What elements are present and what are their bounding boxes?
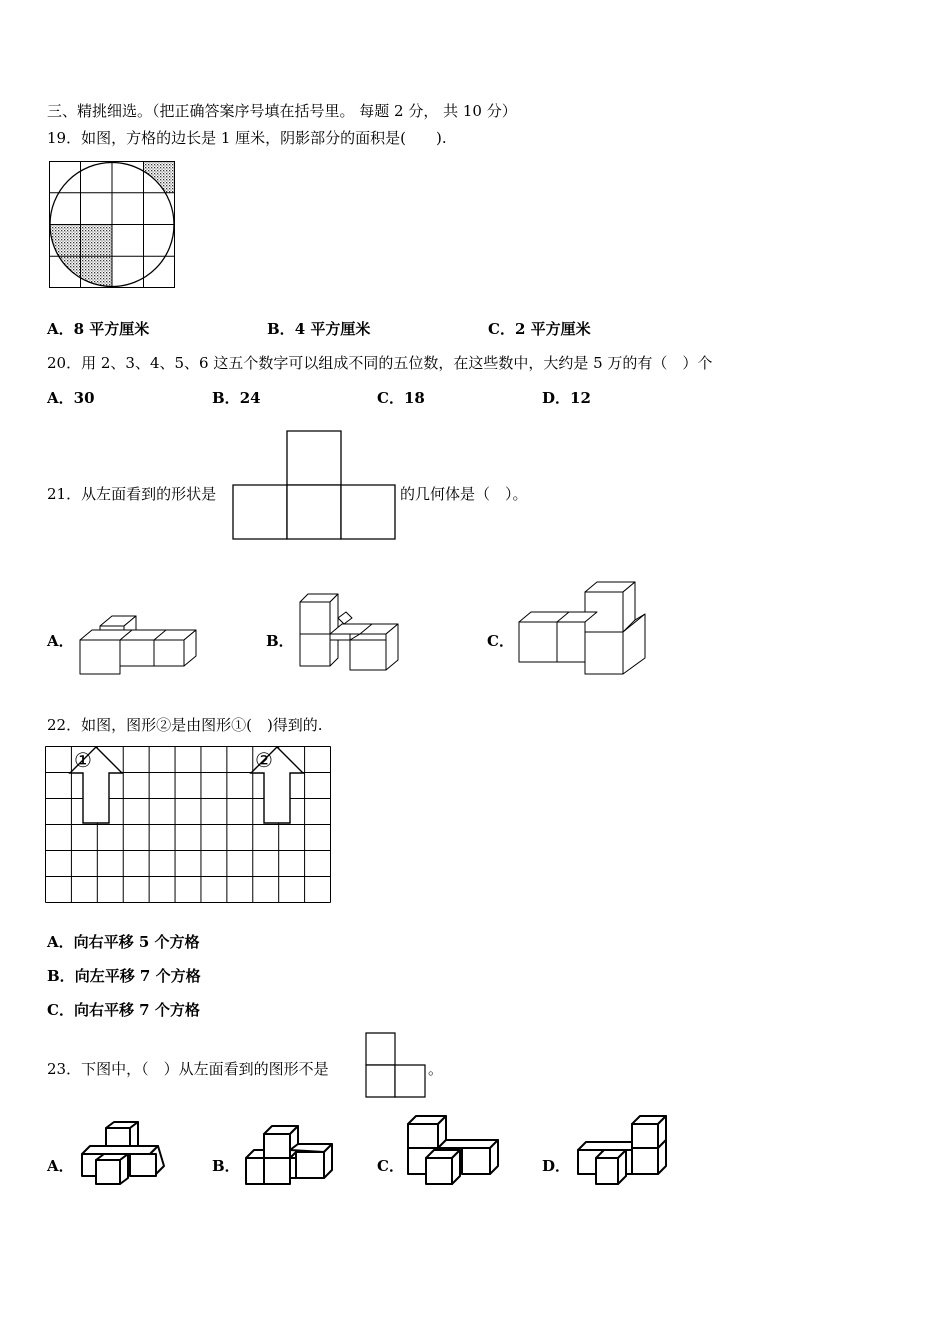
q23-option-d-figure[interactable] [576, 1114, 670, 1186]
q23-option-b-label[interactable]: B． [212, 1157, 240, 1175]
q21-option-c-label[interactable]: C． [487, 632, 514, 650]
q23-stem-after: 。 [428, 1060, 444, 1078]
q21-option-a-figure[interactable] [78, 612, 200, 676]
q19-stem: 19．如图，方格的边长是 1 厘米，阴影部分的面积是( ). [47, 129, 447, 147]
q21-option-b-figure[interactable] [298, 592, 404, 676]
q22-option-a[interactable]: A．向右平移 5 个方格 [47, 933, 200, 951]
q21-option-c-figure[interactable] [517, 580, 649, 676]
q21-stem-after: 的几何体是（ ）。 [400, 485, 528, 503]
q22-option-c[interactable]: C．向右平移 7 个方格 [47, 1001, 200, 1019]
q23-option-a-label[interactable]: A． [47, 1157, 74, 1175]
q23-option-c-label[interactable]: C． [377, 1157, 404, 1175]
q20-option-c[interactable]: C．18 [377, 389, 425, 407]
q20-stem: 20．用 2、3、4、5、6 这五个数字可以组成不同的五位数，在这些数中，大约是 5 万的有（ ）个 [47, 354, 713, 372]
q23-stem-before: 23．下图中，（ ）从左面看到的图形不是 [47, 1060, 329, 1078]
q23-left-view-figure [365, 1032, 427, 1098]
q22-grid-figure [45, 746, 331, 903]
q19-option-c[interactable]: C．2 平方厘米 [488, 320, 591, 338]
q23-option-a-figure[interactable] [80, 1118, 170, 1188]
q20-option-b[interactable]: B．24 [212, 389, 261, 407]
q23-option-b-figure[interactable] [244, 1124, 336, 1188]
q19-option-a[interactable]: A．8 平方厘米 [47, 320, 150, 338]
q19-option-b[interactable]: B．4 平方厘米 [267, 320, 371, 338]
q19-shade-top-right [144, 161, 176, 193]
q21-option-a-label[interactable]: A． [47, 632, 74, 650]
q22-label-2: ② [255, 748, 273, 772]
q20-option-d[interactable]: D．12 [542, 389, 591, 407]
q21-left-view-figure [232, 430, 398, 541]
q23-option-d-label[interactable]: D． [542, 1157, 571, 1175]
q20-option-a[interactable]: A．30 [47, 389, 95, 407]
q22-label-1: ① [74, 748, 92, 772]
q19-grid-circle-figure [49, 161, 175, 288]
q22-stem: 22．如图，图形②是由图形①( )得到的. [47, 716, 323, 734]
section-heading: 三、精挑细选。（把正确答案序号填在括号里。 每题 2 分， 共 10 分） [47, 102, 517, 120]
q22-option-b[interactable]: B．向左平移 7 个方格 [47, 967, 201, 985]
q21-stem-before: 21．从左面看到的形状是 [47, 485, 217, 503]
q21-option-b-label[interactable]: B． [266, 632, 294, 650]
q23-option-c-figure[interactable] [406, 1114, 500, 1186]
